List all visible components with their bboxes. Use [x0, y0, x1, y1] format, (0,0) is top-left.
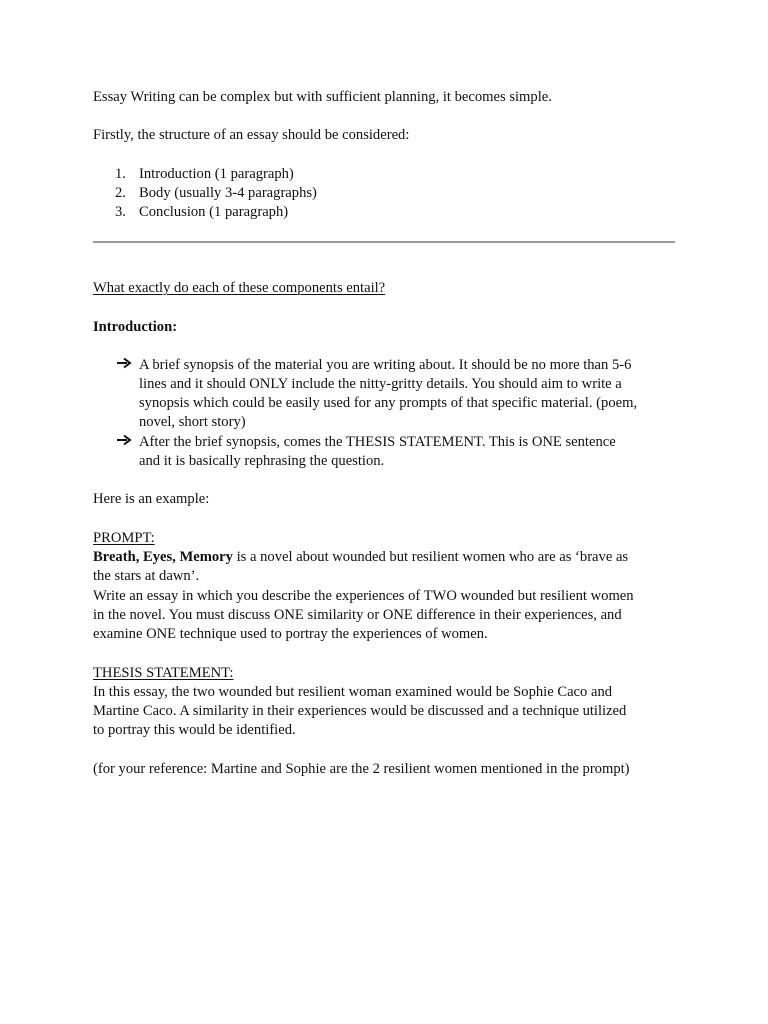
prompt-line	[93, 548, 628, 567]
prompt-line: Write an essay in which you describe the experiences of TWO wounded but resilient women	[93, 588, 634, 604]
prompt-line: in the novel. You must discuss ONE similarity or ONE difference in their experiences, and	[93, 607, 622, 623]
list-item-text: Body (usually 3-4 paragraphs)	[139, 185, 317, 201]
prompt-label: PROMPT:	[93, 530, 155, 546]
list-number: 2.	[115, 185, 126, 201]
structure-line: Firstly, the structure of an essay should be considered:	[93, 127, 410, 143]
introduction-heading: Introduction:	[93, 319, 178, 335]
bullet-line: lines and it should ONLY include the nitty-gritty details. You should aim to write a	[139, 376, 622, 392]
prompt-text: is a novel about wounded but resilient women who are as ‘brave as	[232, 549, 629, 565]
thesis-line: Martine Caco. A similarity in their experiences would be discussed and a technique utilized	[93, 703, 627, 719]
list-number: 1.	[115, 166, 126, 182]
example-line: Here is an example:	[93, 491, 210, 507]
bullet-line: A brief synopsis of the material you are writing about. It should be no more than 5-6	[139, 357, 632, 373]
arrow-right-icon	[116, 434, 132, 446]
horizontal-divider	[93, 241, 675, 243]
list-item-text: Conclusion (1 paragraph)	[139, 204, 289, 220]
bullet-line: synopsis which could be easily used for any prompts of that specific material. (poem,	[139, 395, 638, 411]
bullet-line: and it is basically rephrasing the question.	[139, 453, 385, 469]
intro-line: Essay Writing can be complex but with sufficient planning, it becomes simple.	[93, 89, 552, 105]
thesis-label: THESIS STATEMENT:	[93, 665, 234, 681]
list-item-text: Introduction (1 paragraph)	[139, 166, 294, 182]
novel-title: Breath, Eyes, Memory	[93, 549, 233, 565]
thesis-line: In this essay, the two wounded but resilient woman examined would be Sophie Caco and	[93, 684, 613, 700]
prompt-line: the stars at dawn’.	[93, 568, 200, 584]
thesis-line: to portray this would be identified.	[93, 722, 296, 738]
arrow-right-icon	[116, 357, 132, 369]
components-question: What exactly do each of these components entail?	[93, 280, 386, 296]
prompt-line: examine ONE technique used to portray the experiences of women.	[93, 626, 488, 642]
bullet-line: After the brief synopsis, comes the THESIS STATEMENT. This is ONE sentence	[139, 434, 616, 450]
list-number: 3.	[115, 204, 126, 220]
bullet-line: novel, short story)	[139, 414, 246, 430]
reference-line: (for your reference: Martine and Sophie are the 2 resilient women mentioned in the prompt)	[93, 761, 630, 777]
